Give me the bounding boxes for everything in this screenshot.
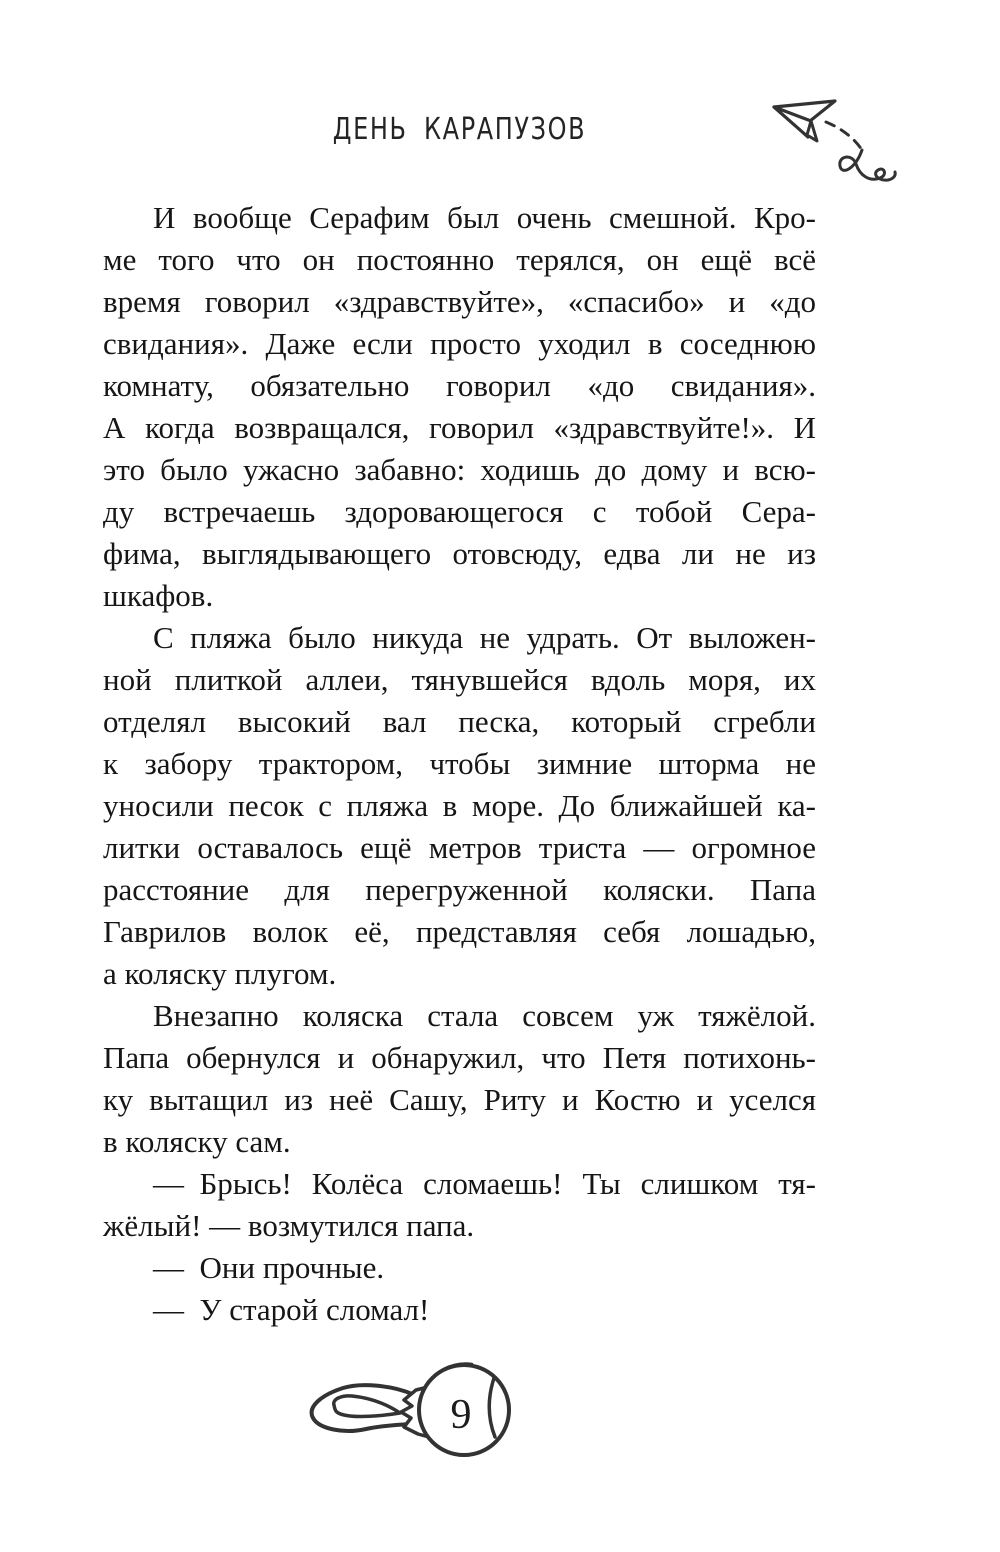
chapter-title: ДЕНЬ КАРАПУЗОВ bbox=[332, 112, 587, 147]
body-text bbox=[103, 197, 816, 1331]
paragraph bbox=[103, 617, 816, 995]
text-line: в коляску сам. bbox=[103, 1124, 291, 1159]
text-line: С пляжа было никуда не удрать. От выложен- bbox=[153, 620, 816, 655]
text-line: ме того что он постоянно терялся, он ещё всё bbox=[103, 242, 816, 277]
text-line: Папа обернулся и обнаружил, что Петя потихонь- bbox=[103, 1040, 816, 1075]
text-line: жёлый! — возмутился папа. bbox=[103, 1208, 475, 1243]
text-line: — Они прочные. bbox=[153, 1250, 385, 1285]
paragraph bbox=[103, 1289, 816, 1331]
text-line: комнату, обязательно говорил «до свидания». bbox=[103, 368, 816, 403]
text-line: а коляску плугом. bbox=[103, 956, 337, 991]
text-line: — Брысь! Колёса сломаешь! Ты слишком тя- bbox=[153, 1166, 816, 1201]
paragraph bbox=[103, 197, 816, 617]
text-line: к забору трактором, чтобы зимние шторма не bbox=[103, 746, 816, 781]
text-line: отделял высокий вал песка, который сгребли bbox=[103, 704, 816, 739]
text-line: — У старой сломал! bbox=[153, 1292, 430, 1327]
paragraph bbox=[103, 995, 816, 1163]
text-line: шкафов. bbox=[103, 578, 214, 613]
text-line: Внезапно коляска стала совсем уж тяжёлой. bbox=[153, 998, 816, 1033]
text-line: А когда возвращался, говорил «здравствуйте!». И bbox=[103, 410, 816, 445]
text-line: время говорил «здравствуйте», «спасибо» и «до bbox=[103, 284, 816, 319]
text-line: расстояние для перегруженной коляски. Папа bbox=[103, 872, 816, 907]
text-line: литки оставалось ещё метров триста — огромное bbox=[103, 830, 816, 865]
text-line: ду встречаешь здоровающегося с тобой Сера- bbox=[103, 494, 816, 529]
text-line: ку вытащил из неё Сашу, Риту и Костю и уселся bbox=[103, 1082, 816, 1117]
rattle-icon bbox=[300, 1345, 530, 1475]
paragraph bbox=[103, 1163, 816, 1247]
text-line: ной плиткой аллеи, тянувшейся вдоль моря, их bbox=[103, 662, 816, 697]
page-number: 9 bbox=[450, 1392, 472, 1438]
text-line: фима, выглядывающего отовсюду, едва ли не из bbox=[103, 536, 816, 571]
text-line: уносили песок с пляжа в море. До ближайшей ка- bbox=[103, 788, 816, 823]
paragraph bbox=[103, 1247, 816, 1289]
text-line: И вообще Серафим был очень смешной. Кро- bbox=[153, 200, 816, 235]
text-line: Гаврилов волок её, представляя себя лошадью, bbox=[103, 914, 816, 949]
text-line: свидания». Даже если просто уходил в соседнюю bbox=[103, 326, 816, 361]
text-line: это было ужасно забавно: ходишь до дому и всю- bbox=[103, 452, 816, 487]
